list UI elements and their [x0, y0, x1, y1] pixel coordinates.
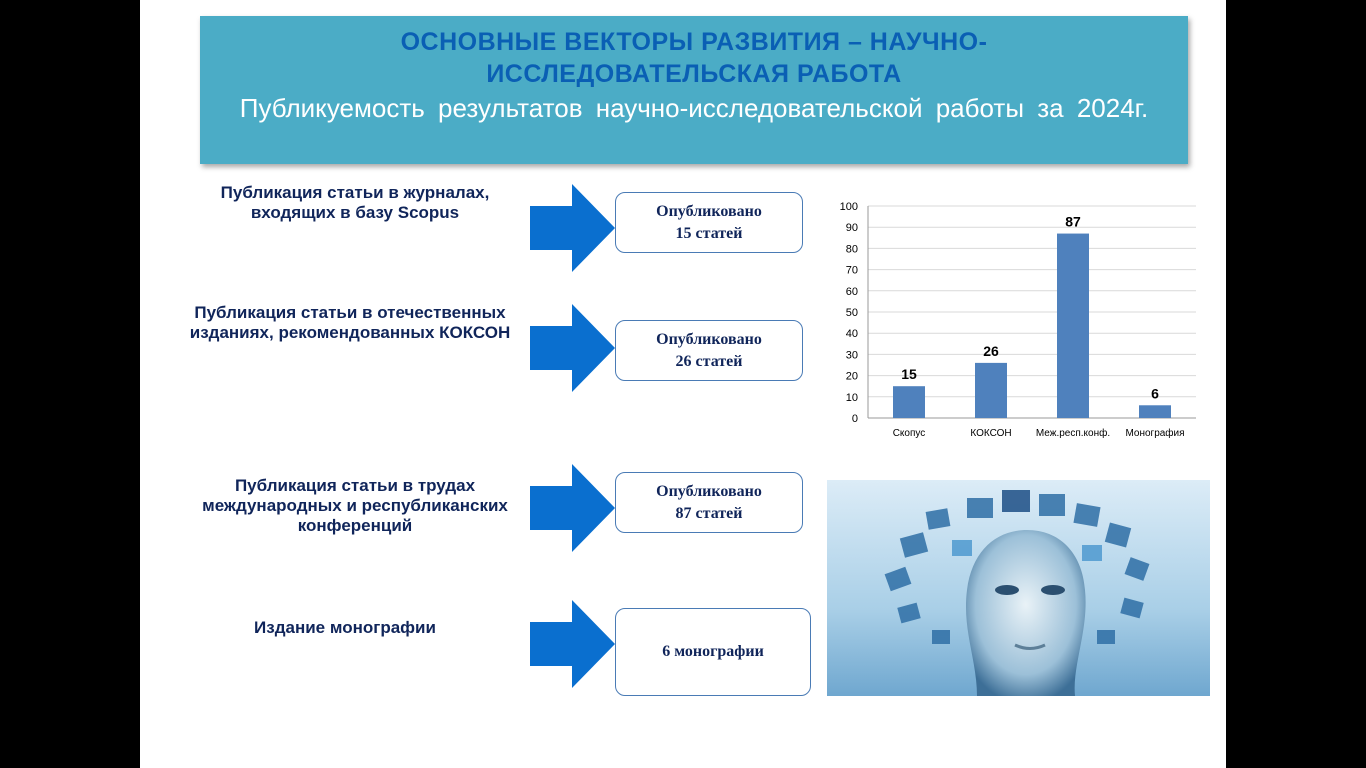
banner-title [200, 26, 1188, 90]
data-label: 15 [901, 366, 917, 383]
y-tick-label: 40 [845, 328, 858, 341]
result-box-kokson [615, 320, 803, 381]
result-text: Опубликовано [656, 330, 762, 348]
row-label-conferences [170, 476, 540, 536]
row-label-line: изданиях, рекомендованных КОКСОН [189, 323, 511, 342]
data-label: 26 [983, 342, 999, 359]
arrow-right-icon [530, 184, 615, 272]
data-label: 6 [1151, 385, 1159, 402]
result-text: 6 монографии [662, 643, 764, 660]
result-text: Опубликовано [656, 202, 762, 220]
row-label-line: конференций [297, 516, 413, 535]
y-tick-label: 0 [851, 413, 858, 425]
banner-title-line2: ИССЛЕДОВАТЕЛЬСКАЯ РАБОТА [486, 60, 902, 88]
arrow-right-icon [530, 600, 615, 688]
row-label-line: Публикация статьи в отечественных [194, 303, 506, 322]
banner-subtitle: Публикуемость результатов научно-исследовательской работы за 2024г. [239, 93, 1149, 123]
x-tick-label: КОКСОН [970, 428, 1012, 439]
row-label-kokson [150, 303, 550, 343]
y-tick-label: 100 [839, 201, 858, 213]
result-text: 26 статей [675, 352, 743, 370]
digital-head-image [827, 480, 1210, 696]
result-box-conferences [615, 472, 803, 533]
row-label-line: международных и республиканских [202, 496, 508, 515]
title-banner [200, 16, 1188, 164]
row-label-scopus [180, 183, 530, 223]
row-label-line: Публикация статьи в трудах [234, 476, 476, 495]
slide [140, 0, 1226, 768]
y-tick-label: 90 [845, 222, 858, 235]
y-tick-label: 50 [845, 307, 858, 319]
bar [975, 363, 1007, 418]
publications-bar-chart [820, 196, 1210, 446]
result-text: 15 статей [675, 224, 743, 242]
y-tick-label: 20 [845, 370, 858, 383]
result-text: 87 статей [675, 504, 743, 522]
result-box-monographs [615, 608, 811, 696]
x-tick-label: Монография [1125, 428, 1185, 439]
y-tick-label: 30 [845, 349, 858, 362]
data-label: 87 [1065, 213, 1081, 230]
y-tick-label: 10 [845, 391, 858, 404]
banner-title-line1: ОСНОВНЫЕ ВЕКТОРЫ РАЗВИТИЯ – НАУЧНО- [400, 28, 988, 56]
y-tick-label: 60 [845, 285, 858, 298]
y-tick-label: 70 [845, 264, 858, 277]
y-tick-label: 80 [845, 243, 858, 256]
bar [893, 386, 925, 418]
arrow-right-icon [530, 304, 615, 392]
row-label-line: Издание монографии [254, 618, 436, 637]
arrow-right-icon [530, 464, 615, 552]
row-label-monographs [180, 618, 510, 638]
result-box-scopus [615, 192, 803, 253]
row-label-line: входящих в базу Scopus [250, 203, 460, 222]
x-tick-label: Скопус [892, 428, 926, 439]
bar [1139, 405, 1171, 418]
result-text: Опубликовано [656, 482, 762, 500]
row-label-line: Публикация статьи в журналах, [220, 183, 490, 202]
x-tick-label: Меж.респ.конф. [1035, 428, 1111, 439]
bar [1057, 234, 1089, 418]
